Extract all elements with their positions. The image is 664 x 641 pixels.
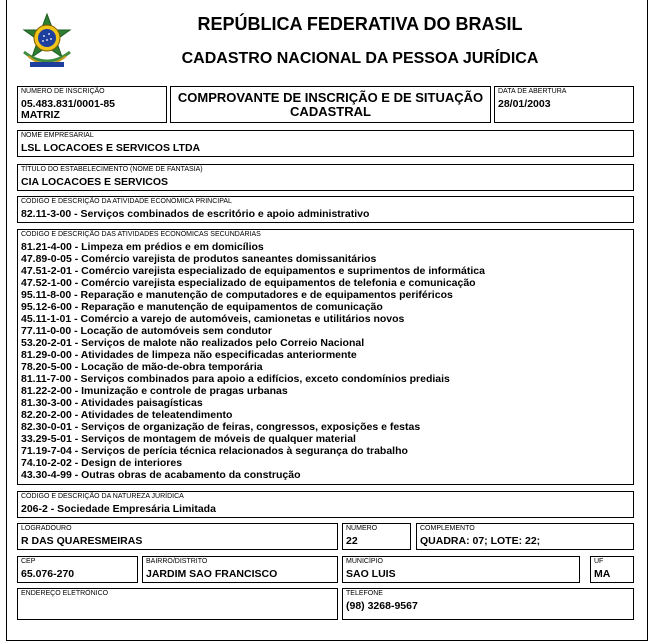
- atividades-secundarias-box: [17, 229, 634, 485]
- municipio-label: MUNICÍPIO: [346, 558, 383, 565]
- municipio-box: [342, 556, 580, 583]
- bairro-box: [142, 556, 338, 583]
- atividades-secundarias-list: [21, 241, 485, 481]
- logradouro-box: [17, 523, 338, 550]
- atividade-secundaria-item: 81.21-4-00 - Limpeza em prédios e em domicílios: [21, 241, 264, 253]
- atividade-secundaria-item: 33.29-5-01 - Serviços de montagem de móveis de qualquer material: [21, 433, 356, 445]
- atividade-secundaria-item: 82.30-0-01 - Serviços de organização de feiras, congressos, exposições e festas: [21, 421, 421, 433]
- numero-label: NÚMERO: [346, 525, 378, 532]
- natureza-box: [17, 491, 634, 518]
- comprovante-title: [171, 91, 490, 119]
- titulo-box: [17, 164, 634, 191]
- abertura-label: DATA DE ABERTURA: [498, 88, 567, 95]
- atividade-principal-value: 82.11-3-00 - Serviços combinados de escritório e apoio administrativo: [21, 208, 370, 220]
- complemento-box: [416, 523, 634, 550]
- abertura-box: [494, 86, 634, 123]
- atividade-secundaria-item: 47.51-2-01 - Comércio varejista especializado de equipamentos e suprimentos de informática: [21, 265, 485, 277]
- telefone-label: TELEFONE: [346, 590, 383, 597]
- email-label: ENDEREÇO ELETRÔNICO: [21, 590, 109, 597]
- republic-title: REPÚBLICA FEDERATIVA DO BRASIL: [197, 14, 523, 34]
- cep-box: [17, 556, 138, 583]
- atividade-secundaria-item: 71.19-7-04 - Serviços de perícia técnica relacionados à segurança do trabalho: [21, 445, 408, 457]
- numero-value: 22: [346, 535, 358, 547]
- atividade-secundaria-item: 81.29-0-00 - Atividades de limpeza não especificadas anteriormente: [21, 349, 357, 361]
- atividade-secundaria-item: 74.10-2-02 - Design de interiores: [21, 457, 183, 469]
- logradouro-label: LOGRADOURO: [21, 525, 72, 532]
- nome-empresarial-box: [17, 130, 634, 157]
- nome-empresarial-value: LSL LOCACOES E SERVICOS LTDA: [21, 142, 201, 154]
- comprovante-line1: COMPROVANTE DE INSCRIÇÃO E DE SITUAÇÃO: [177, 90, 484, 105]
- atividade-secundaria-item: 95.11-8-00 - Reparação e manutenção de computadores e de equipamentos periféricos: [21, 289, 453, 301]
- atividade-secundaria-item: 81.22-2-00 - Imunização e controle de pragas urbanas: [21, 385, 288, 397]
- inscricao-number: 05.483.831/0001-85: [21, 98, 116, 110]
- numero-box: [342, 523, 411, 550]
- complemento-label: COMPLEMENTO: [420, 525, 475, 532]
- atividade-principal-box: [17, 196, 634, 223]
- atividade-secundaria-item: 53.20-2-01 - Serviços de malote não realizados pelo Correio Nacional: [21, 337, 365, 349]
- bairro-label: BAIRRO/DISTRITO: [146, 558, 208, 565]
- natureza-value: 206-2 - Sociedade Empresária Limitada: [21, 503, 216, 515]
- atividade-secundaria-item: 47.89-0-05 - Comércio varejista de produtos saneantes domissanitários: [21, 253, 377, 265]
- atividade-secundaria-item: 43.30-4-99 - Outras obras de acabamento da construção: [21, 469, 301, 481]
- atividade-secundaria-item: 77.11-0-00 - Locação de automóveis sem condutor: [21, 325, 272, 337]
- registry-title: CADASTRO NACIONAL DA PESSOA JURÍDICA: [181, 50, 539, 67]
- comprovante-line2: CADASTRAL: [290, 104, 371, 119]
- telefone-box: [342, 588, 634, 620]
- natureza-label: CÓDIGO E DESCRIÇÃO DA NATUREZA JURÍDICA: [21, 493, 184, 500]
- atividade-secundaria-item: 82.20-2-00 - Atividades de teleatendimento: [21, 409, 233, 421]
- inscricao-label: NÚMERO DE INSCRIÇÃO: [21, 88, 105, 95]
- atividade-secundaria-item: 81.11-7-00 - Serviços combinados para apoio a edifícios, exceto condomínios prediais: [21, 373, 450, 385]
- brazil-coat-of-arms-icon: [18, 12, 76, 74]
- atividade-secundaria-item: 95.12-6-00 - Reparação e manutenção de equipamentos de comunicação: [21, 301, 383, 313]
- bairro-value: JARDIM SAO FRANCISCO: [146, 568, 278, 580]
- complemento-value: QUADRA: 07; LOTE: 22;: [420, 535, 541, 547]
- atividade-secundaria-item: 78.20-5-00 - Locação de mão-de-obra temporária: [21, 361, 263, 373]
- nome-empresarial-label: NOME EMPRESARIAL: [21, 132, 94, 139]
- telefone-value: (98) 3268-9567: [346, 600, 418, 612]
- uf-box: [590, 556, 634, 583]
- cep-label: CEP: [21, 558, 36, 565]
- cep-value: 65.076-270: [21, 568, 75, 580]
- inscricao-box: [17, 86, 167, 123]
- atividade-principal-label: CÓDIGO E DESCRIÇÃO DA ATIVIDADE ECONÔMICA PRINCIPAL: [21, 198, 232, 205]
- abertura-value: 28/01/2003: [498, 98, 551, 110]
- logradouro-value: R DAS QUARESMEIRAS: [21, 535, 143, 547]
- titulo-value: CIA LOCACOES E SERVICOS: [21, 176, 169, 188]
- atividade-secundaria-item: 81.30-3-00 - Atividades paisagísticas: [21, 397, 203, 409]
- uf-value: MA: [594, 568, 611, 580]
- uf-label: UF: [594, 558, 604, 565]
- atividade-secundaria-item: 45.11-1-01 - Comércio a varejo de automóveis, camionetas e utilitários novos: [21, 313, 405, 325]
- atividades-secundarias-label: CÓDIGO E DESCRIÇÃO DAS ATIVIDADES ECONÔMICAS SECUNDÁRIAS: [21, 231, 261, 238]
- inscricao-type: MATRIZ: [21, 109, 60, 121]
- email-box: [17, 588, 338, 620]
- comprovante-box: [170, 86, 491, 123]
- atividade-secundaria-item: 47.52-1-00 - Comércio varejista especializado de equipamentos de telefonia e comunicação: [21, 277, 476, 289]
- titulo-label: TÍTULO DO ESTABELECIMENTO (NOME DE FANTASIA): [21, 166, 203, 173]
- municipio-value: SAO LUIS: [346, 568, 396, 580]
